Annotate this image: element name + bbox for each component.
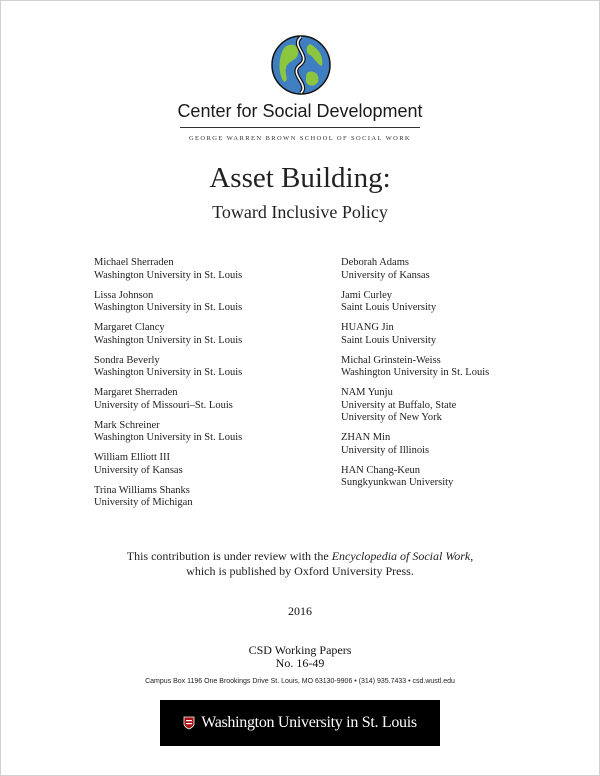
author-name: Michal Grinstein-Weiss xyxy=(341,354,441,366)
author-entry xyxy=(341,465,489,490)
author-affiliation: Saint Louis University xyxy=(341,334,437,346)
author-affiliation: University of Kansas xyxy=(341,269,430,281)
series-number: No. 16-49 xyxy=(275,656,325,670)
series-name: CSD Working Papers xyxy=(248,643,352,657)
author-name: ZHAN Min xyxy=(341,432,391,443)
author-affiliation: University at Buffalo, State xyxy=(341,399,457,411)
author-name: Deborah Adams xyxy=(341,257,409,268)
author-affiliation: Washington University in St. Louis xyxy=(94,269,243,281)
author-name: Jami Curley xyxy=(341,289,393,301)
author-affiliation: Washington University in St. Louis xyxy=(94,302,243,313)
author-entry xyxy=(94,452,242,477)
author-entry xyxy=(94,420,242,445)
author-affiliation: Washington University in St. Louis xyxy=(94,334,243,346)
review-note-line1 xyxy=(0,549,600,564)
contact-address: Campus Box 1196 One Brookings Drive St. Louis, MO 63130-9906 • (314) 935.7433 • csd.wustl.edu xyxy=(145,678,455,685)
author-name: HUANG Jin xyxy=(341,322,394,333)
publication-year: 2016 xyxy=(288,604,312,618)
author-affiliation: University of Michigan xyxy=(94,497,193,508)
author-name: Margaret Sherraden xyxy=(94,387,178,398)
author-entry xyxy=(341,432,489,457)
author-affiliation: Washington University in St. Louis xyxy=(341,367,490,378)
author-name: Sondra Beverly xyxy=(94,354,160,366)
author-name: HAN Chang-Keun xyxy=(341,464,421,476)
author-entry xyxy=(341,355,489,380)
authors-right-column xyxy=(341,257,489,497)
author-entry xyxy=(94,290,242,315)
author-name: Michael Sherraden xyxy=(94,257,174,268)
author-name: William Elliott III xyxy=(94,452,170,463)
author-affiliation: Washington University in St. Louis xyxy=(94,367,243,378)
review-note-line2: which is published by Oxford University Press. xyxy=(186,564,414,578)
author-entry xyxy=(94,387,242,412)
author-entry xyxy=(94,355,242,380)
author-affiliation: Sungkyunkwan University xyxy=(341,477,454,488)
author-entry xyxy=(341,387,489,425)
divider xyxy=(180,127,420,128)
paper-subtitle: Toward Inclusive Policy xyxy=(212,202,388,222)
university-logo-bar xyxy=(160,700,440,746)
author-name: Lissa Johnson xyxy=(94,289,154,301)
globe-logo-icon xyxy=(270,34,332,96)
author-entry xyxy=(94,322,242,347)
paper-title: Asset Building: xyxy=(209,162,391,194)
author-entry xyxy=(341,257,489,282)
author-affiliation: Washington University in St. Louis xyxy=(94,432,243,443)
author-name: Margaret Clancy xyxy=(94,322,165,333)
org-name: Center for Social Development xyxy=(177,101,423,121)
school-name: GEORGE WARREN BROWN SCHOOL OF SOCIAL WORK xyxy=(188,135,412,142)
author-affiliation-line2: University of New York xyxy=(341,412,442,423)
authors-left-column xyxy=(94,257,242,517)
university-name: Washington University in St. Louis xyxy=(201,714,417,731)
author-entry xyxy=(341,290,489,315)
author-affiliation: Saint Louis University xyxy=(341,302,437,313)
author-affiliation: University of Illinois xyxy=(341,444,430,456)
journal-title: Encyclopedia of Social Work xyxy=(331,549,471,563)
author-name: Trina Williams Shanks xyxy=(94,484,190,496)
note-suffix: , xyxy=(470,549,474,563)
author-entry xyxy=(341,322,489,347)
working-paper-series xyxy=(0,644,600,670)
review-note xyxy=(0,549,600,579)
author-affiliation: University of Missouri–St. Louis xyxy=(94,399,233,411)
author-affiliation: University of Kansas xyxy=(94,464,183,476)
author-entry xyxy=(94,485,242,510)
author-entry xyxy=(94,257,242,282)
author-name: Mark Schreiner xyxy=(94,419,160,431)
note-prefix: This contribution is under review with the xyxy=(126,549,332,563)
shield-icon xyxy=(183,716,195,730)
author-name: NAM Yunju xyxy=(341,387,393,398)
